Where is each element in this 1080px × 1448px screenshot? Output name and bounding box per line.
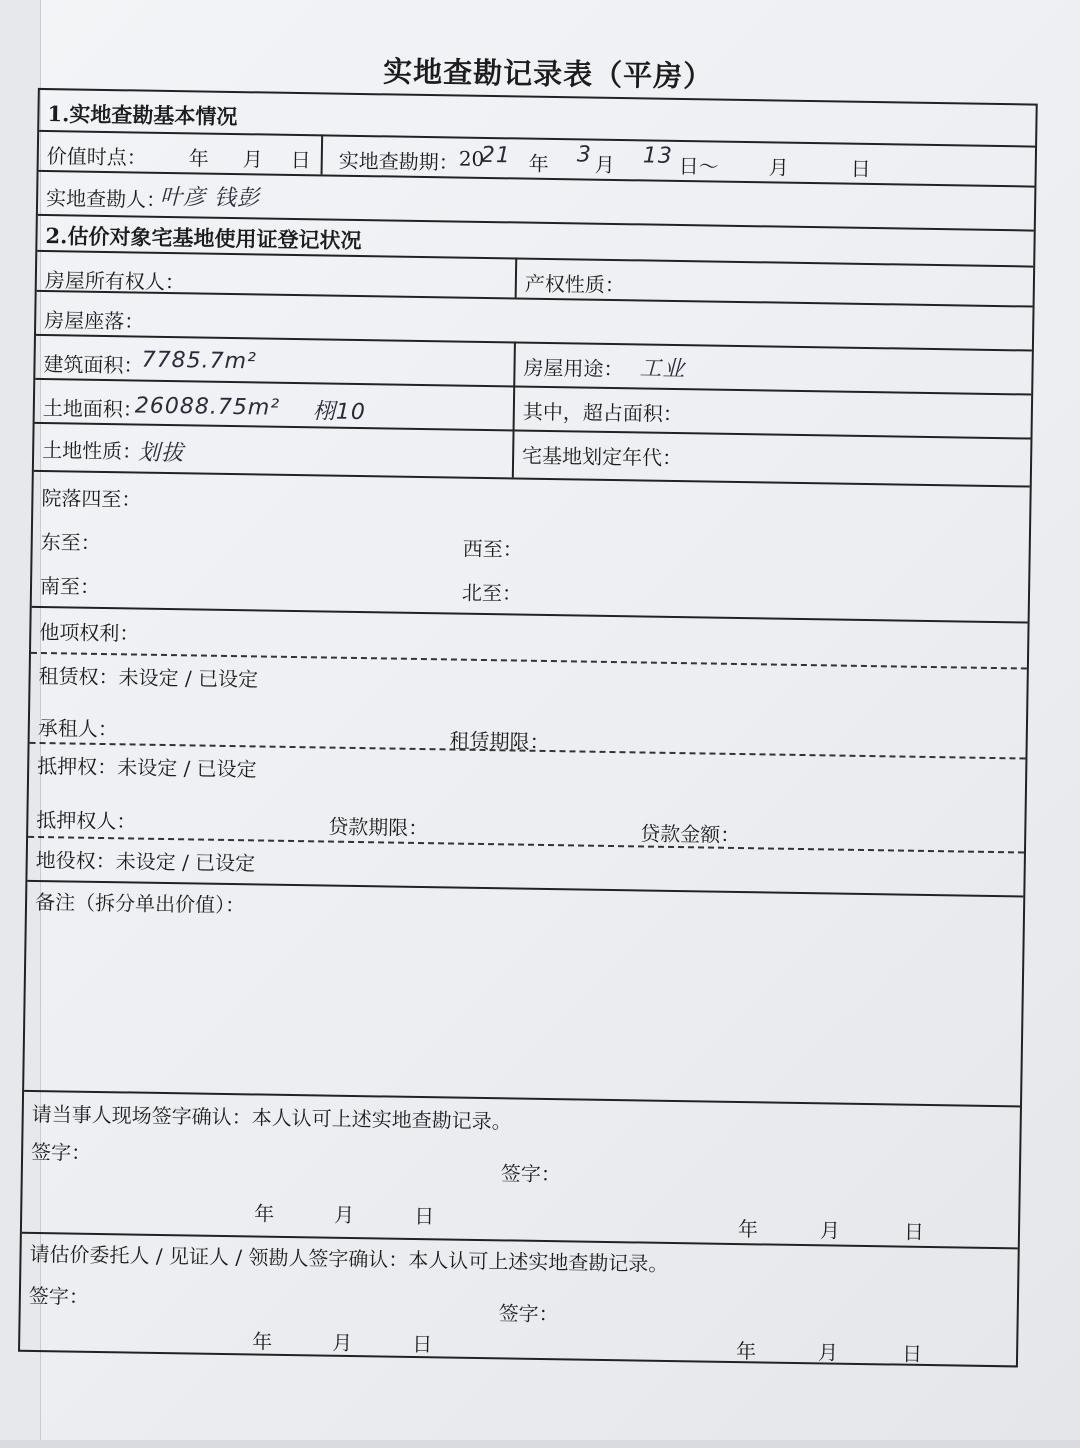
mortgage-label: 抵押权：未设定 / 已设定 [37, 753, 257, 782]
lease-label: 租赁权：未设定 / 已设定 [38, 663, 259, 692]
col-divider [321, 134, 324, 174]
client-sign-label-right: 签字： [498, 1301, 559, 1327]
client-sign-day-right: 日 [901, 1341, 923, 1366]
party-sign-month: 月 [334, 1202, 355, 1228]
survey-day-tilde: 日～ [678, 153, 719, 179]
party-sign-month-right: 月 [819, 1218, 841, 1243]
land-area-handwritten: 26088.75m² [134, 393, 281, 421]
loan-amount-label: 贷款金额： [640, 821, 741, 848]
row-divider [32, 606, 1028, 624]
client-sign-year-right: 年 [735, 1339, 757, 1364]
other-rights-label: 他项权利： [39, 620, 140, 646]
lessee-label: 承租人： [37, 715, 118, 742]
land-nature-label: 土地性质： [41, 438, 143, 464]
homestead-year-label: 宅基地划定年代： [521, 443, 683, 471]
courtyard-label: 院落四至： [41, 486, 142, 512]
survey-year-prefix: 20 [458, 146, 485, 171]
survey-month-unit: 月 [594, 152, 615, 177]
loan-term-label: 贷款期限： [328, 814, 429, 841]
party-sign-year: 年 [254, 1201, 275, 1226]
land-area-label: 土地面积： [42, 396, 144, 422]
value-date-month: 月 [242, 147, 263, 172]
section1-heading: 1.实地查勘基本情况 [47, 101, 238, 130]
survey-end-day: 日 [850, 156, 871, 181]
section2-heading: 2.估价对象宅基地使用证登记状况 [45, 223, 362, 254]
client-sign-day: 日 [411, 1331, 433, 1357]
remarks-label: 备注（拆分单出价值）： [34, 889, 246, 918]
surveyor-handwritten: 叶彦 钱彭 [159, 184, 261, 212]
usage-label: 房屋用途： [523, 355, 624, 382]
land-area-note-handwritten: 栩10 [312, 399, 367, 426]
building-area-handwritten: 7785.7m² [141, 347, 258, 375]
value-date-day: 日 [290, 147, 311, 173]
survey-year-unit: 年 [528, 151, 549, 176]
party-confirm-text: 请当事人现场签字确认：本人认可上述实地查勘记录。 [31, 1101, 512, 1134]
value-date-year: 年 [188, 146, 209, 171]
east-label: 东至： [40, 530, 101, 555]
location-label: 房屋座落： [44, 308, 145, 334]
party-sign-year-right: 年 [737, 1217, 759, 1242]
north-label: 北至： [461, 580, 523, 606]
survey-day-handwritten: 13 [642, 143, 674, 169]
over-area-label: 其中，超占面积： [522, 399, 684, 427]
survey-end-month: 月 [768, 155, 789, 180]
survey-form-table [18, 88, 1038, 1368]
survey-month-handwritten: 3 [576, 142, 593, 168]
party-sign-day: 日 [414, 1203, 435, 1229]
page-title: 实地查勘记录表（平房） [382, 54, 714, 94]
party-sign-label: 签字： [30, 1139, 92, 1165]
property-nature-label: 产权性质： [524, 271, 626, 298]
surveyor-label: 实地查勘人： [45, 186, 167, 212]
land-nature-handwritten: 划拔 [137, 440, 185, 467]
col-divider [515, 257, 518, 297]
client-sign-label: 签字： [28, 1283, 90, 1309]
value-date-label: 价值时点： [46, 144, 147, 170]
easement-label: 地役权：未设定 / 已设定 [35, 847, 256, 876]
client-confirm-text: 请估价委托人 / 见证人 / 领勘人签字确认：本人认可上述实地查勘记录。 [29, 1241, 669, 1276]
client-sign-year: 年 [252, 1329, 273, 1354]
col-divider [512, 341, 516, 477]
client-sign-month: 月 [332, 1330, 353, 1355]
survey-year-handwritten: 21 [480, 142, 512, 169]
lease-term-label: 租赁期限： [449, 728, 550, 755]
building-area-label: 建筑面积： [43, 352, 144, 378]
west-label: 西至： [462, 536, 523, 562]
row-divider [34, 470, 1030, 488]
row-divider [37, 250, 1033, 268]
mortgagee-label: 抵押权人： [36, 807, 137, 834]
survey-period-label: 实地查勘期： [338, 148, 459, 175]
party-sign-day-right: 日 [903, 1219, 925, 1244]
south-label: 南至： [39, 574, 101, 599]
owner-label: 房屋所有权人： [44, 268, 186, 295]
client-sign-month-right: 月 [817, 1340, 839, 1365]
party-sign-label-right: 签字： [500, 1161, 562, 1187]
usage-handwritten: 工业 [639, 356, 686, 383]
